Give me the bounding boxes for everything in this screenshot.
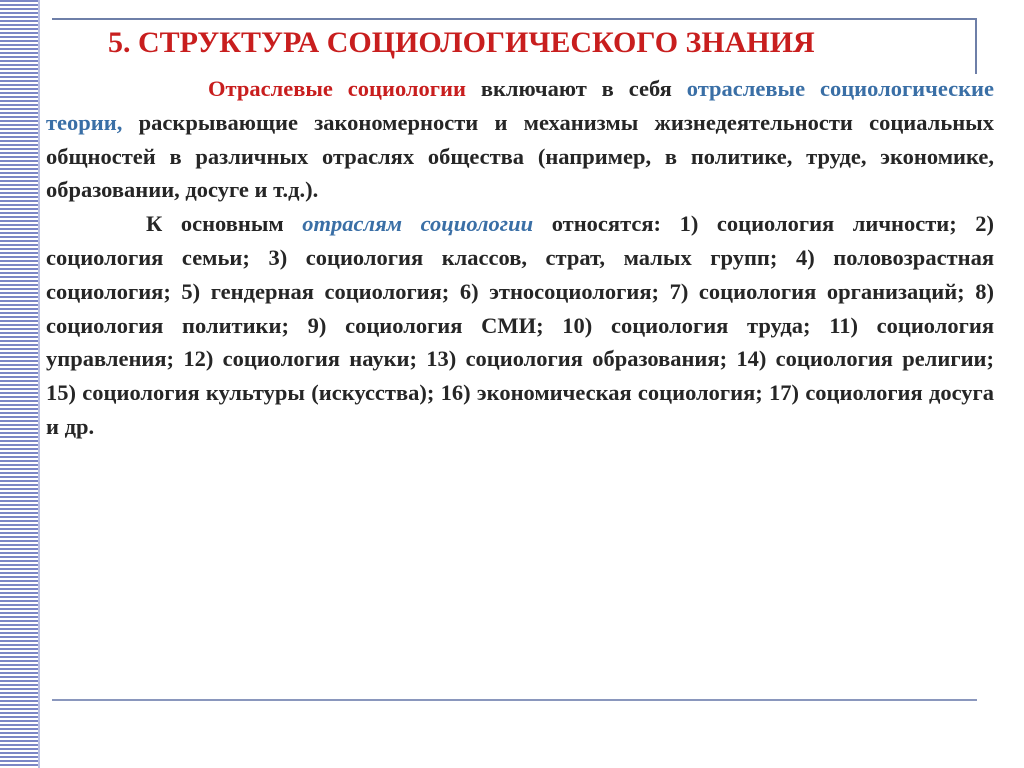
top-rule [52, 18, 977, 20]
paragraph-1-text-b: раскрывающие закономерности и механизмы жизнедеятельности социальных общностей в различных отраслях общества (например, в политике, труде, экономике, образовании, досуге и т.д.). [46, 109, 994, 203]
term-branch-sociologies: Отраслевые социологии [208, 76, 466, 101]
bottom-rule [52, 699, 977, 701]
left-border-edge [38, 0, 40, 768]
paragraph-2-text-b: относятся: 1) социология личности; 2) социология семьи; 3) социология классов, страт, малых групп; 4) половозрастная социология; 5) гендерная социология; 6) этносоциология; 7) социология организаций; 8) социология политики; 9) социология СМИ; 10) социология труда; 11) социология управления; 12) социология науки; 13) социология образования; 14) социология религии; 15) социология культуры (искусства); 16) экономическая социология; 17) социология досуга и др. [46, 211, 995, 439]
paragraph-2-text-a: К основным [146, 211, 303, 237]
highlight-branches-of-sociology: отраслям социологии [302, 211, 534, 237]
paragraph-branch-sociologies [46, 72, 994, 207]
paragraph-main-branches [46, 207, 994, 444]
top-right-rule [975, 18, 977, 74]
highlight-branch-theories: отраслевые социологические теории, [46, 76, 994, 135]
slide-body [46, 72, 994, 444]
paragraph-1-text-a: включают в себя [465, 76, 687, 101]
slide-title: 5. СТРУКТУРА СОЦИОЛОГИЧЕСКОГО ЗНАНИЯ [108, 26, 815, 59]
left-striped-border [0, 0, 38, 768]
